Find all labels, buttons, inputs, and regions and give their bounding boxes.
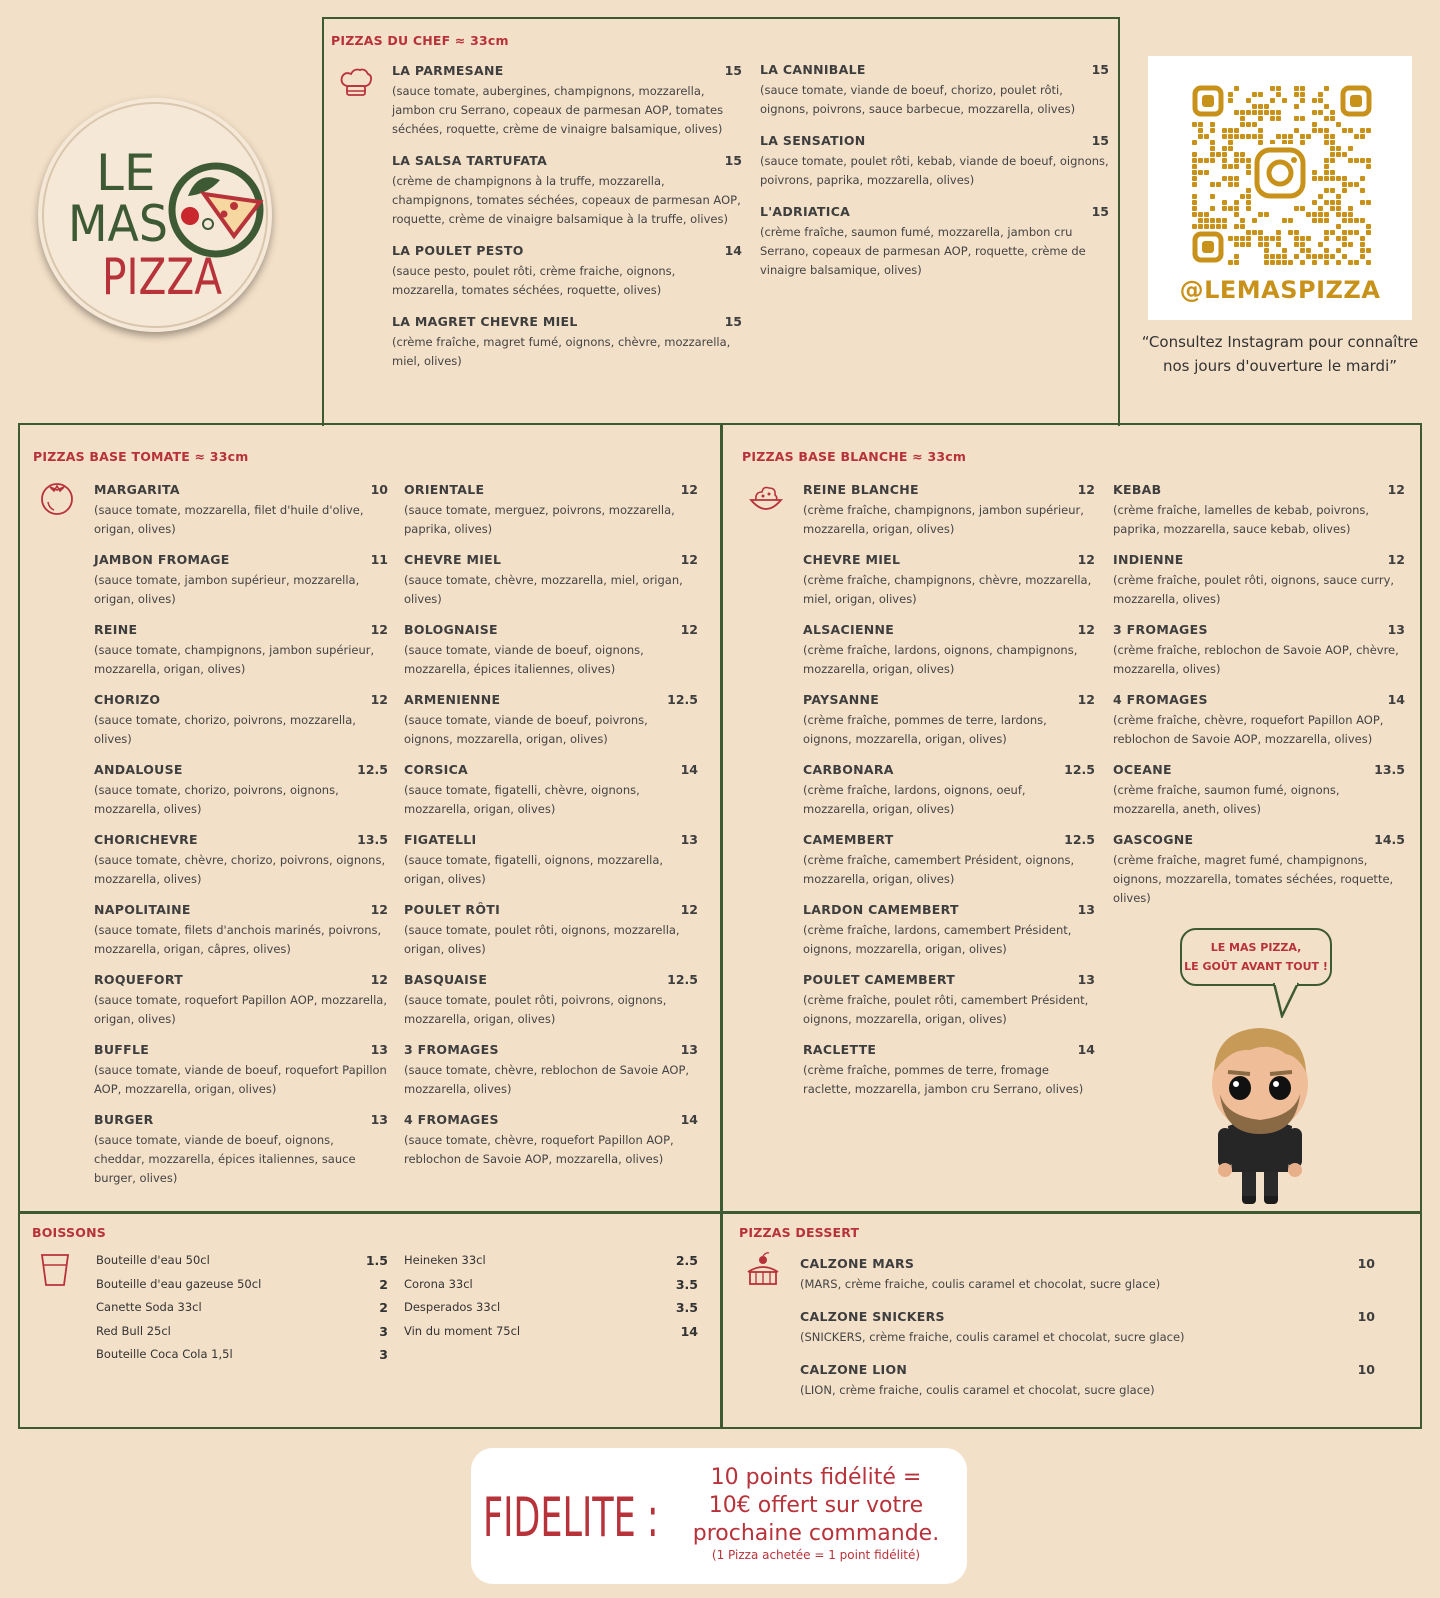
- menu-item: [404, 762, 698, 819]
- item-price: 13: [370, 1112, 388, 1127]
- menu-item: [1113, 692, 1405, 749]
- item-price: 12: [370, 692, 388, 707]
- menu-item: [392, 243, 742, 300]
- item-price: 15: [1091, 133, 1109, 148]
- item-description: (crème fraîche, champignons, jambon supérieur, mozzarella, origan, olives): [803, 503, 1084, 536]
- drink-item: [96, 1249, 388, 1273]
- drink-item: [404, 1296, 698, 1320]
- menu-item: [392, 314, 742, 371]
- drink-price: 14: [680, 1323, 698, 1339]
- menu-item: [94, 762, 388, 819]
- drink-price: 3: [379, 1323, 388, 1339]
- menu-item: [800, 1309, 1375, 1347]
- item-price: 12: [370, 622, 388, 637]
- item-price: 10: [370, 482, 388, 497]
- item-price: 14: [1387, 692, 1405, 707]
- item-price: 14: [680, 762, 698, 777]
- item-name: CARBONARA: [803, 762, 894, 777]
- speech-bubble: [1180, 928, 1332, 986]
- item-price: 12.5: [1064, 832, 1095, 847]
- item-name: LA POULET PESTO: [392, 243, 524, 258]
- drink-price: 3: [379, 1347, 388, 1362]
- item-name: CAMEMBERT: [803, 832, 894, 847]
- item-price: 12: [1077, 552, 1095, 567]
- drink-item: [404, 1273, 698, 1297]
- item-price: 14.5: [1374, 832, 1405, 847]
- item-price: 12: [1077, 482, 1095, 497]
- blanche-col-2: [1113, 482, 1405, 921]
- item-name: 4 FROMAGES: [1113, 692, 1208, 707]
- fidelite-card: [471, 1448, 967, 1584]
- item-description: (crème fraîche, poulet rôti, camembert Président, oignons, mozzarella, origan, olives): [803, 993, 1089, 1026]
- dessert-section-title: PIZZAS DESSERT: [739, 1225, 860, 1240]
- menu-item: [760, 133, 1109, 190]
- fidelite-line-1: 10 points fidélité =: [710, 1465, 922, 1490]
- tomate-col-2: [404, 482, 698, 1182]
- menu-item: [94, 832, 388, 889]
- item-description: (sauce tomate, chèvre, chorizo, poivrons, oignons, mozzarella, olives): [94, 853, 386, 886]
- menu-item: [1113, 482, 1405, 539]
- menu-item: [803, 692, 1095, 749]
- item-description: (sauce tomate, roquefort Papillon AOP, mozzarella, origan, olives): [94, 993, 388, 1026]
- menu-item: [404, 1112, 698, 1169]
- drink-price: 2.5: [675, 1253, 698, 1268]
- item-description: (sauce tomate, jambon supérieur, mozzarella, origan, olives): [94, 573, 360, 606]
- item-description: (sauce tomate, chèvre, mozzarella, miel, origan, olives): [404, 573, 683, 606]
- menu-item: [760, 204, 1109, 280]
- item-name: MARGARITA: [94, 482, 180, 497]
- blanche-col-1: [803, 482, 1095, 1112]
- item-description: (sauce tomate, viande de boeuf, oignons, mozzarella, épices italiennes, olives): [404, 643, 644, 676]
- fidelite-label: FIDELITE :: [483, 1486, 659, 1549]
- chef-section-title: PIZZAS DU CHEF ≈ 33cm: [331, 33, 509, 48]
- item-description: (sauce tomate, mozzarella, filet d'huile d'olive, origan, olives): [94, 503, 364, 536]
- item-description: (MARS, crème fraiche, coulis caramel et chocolat, sucre glace): [800, 1277, 1161, 1291]
- item-description: (sauce tomate, poulet rôti, kebab, viande de boeuf, oignons, poivrons, paprika, mozzarella, olives): [760, 154, 1109, 187]
- item-description: (sauce tomate, chorizo, poivrons, oignons, mozzarella, olives): [94, 783, 339, 816]
- item-name: LA MAGRET CHEVRE MIEL: [392, 314, 578, 329]
- item-name: 4 FROMAGES: [404, 1112, 499, 1127]
- item-name: CHORIZO: [94, 692, 161, 707]
- drink-name: Vin du moment 75cl: [404, 1323, 521, 1338]
- item-name: BUFFLE: [94, 1042, 150, 1057]
- menu-item: [392, 63, 742, 139]
- item-description: (crème fraîche, saumon fumé, mozzarella, jambon cru Serrano, copeaux de parmesan AOP, roquette, crème de vinaigre balsamique, olives): [760, 225, 1086, 277]
- menu-item: [94, 622, 388, 679]
- drink-name: Bouteille d'eau 50cl: [96, 1253, 210, 1267]
- item-price: 11: [370, 552, 388, 567]
- menu-item: [800, 1256, 1375, 1294]
- fidelite-line-3: prochaine commande.: [692, 1521, 940, 1546]
- menu-item: [803, 902, 1095, 959]
- item-description: (crème fraîche, lamelles de kebab, poivrons, paprika, mozzarella, sauce kebab, olives): [1113, 503, 1370, 536]
- fidelite-line-2: 10€ offert sur votre: [708, 1493, 924, 1518]
- item-name: 3 FROMAGES: [404, 1042, 499, 1057]
- item-description: (sauce tomate, viande de boeuf, roquefort Papillon AOP, mozzarella, origan, olives): [94, 1063, 387, 1096]
- item-price: 15: [724, 63, 742, 78]
- item-price: 12.5: [1064, 762, 1095, 777]
- item-description: (sauce tomate, filets d'anchois marinés, poivrons, mozzarella, origan, câpres, olives): [94, 923, 382, 956]
- drink-item: [96, 1273, 388, 1297]
- item-description: (crème fraîche, lardons, oignons, oeuf, mozzarella, origan, olives): [803, 783, 1026, 816]
- item-description: (LION, crème fraiche, coulis caramel et chocolat, sucre glace): [800, 1383, 1155, 1397]
- item-name: FIGATELLI: [404, 832, 477, 847]
- drink-price: 1.5: [365, 1253, 388, 1268]
- item-description: (crème fraîche, pommes de terre, lardons, oignons, mozzarella, origan, olives): [803, 713, 1047, 746]
- item-description: (sauce tomate, viande de boeuf, poivrons, oignons, mozzarella, origan, olives): [404, 713, 648, 746]
- item-price: 13.5: [357, 832, 388, 847]
- menu-item: [803, 482, 1095, 539]
- item-name: CHEVRE MIEL: [404, 552, 502, 567]
- item-price: 13.5: [1374, 762, 1405, 777]
- menu-item: [94, 482, 388, 539]
- drink-name: Heineken 33cl: [404, 1253, 486, 1267]
- item-price: 12: [370, 972, 388, 987]
- menu-item: [803, 622, 1095, 679]
- item-price: 14: [724, 243, 742, 258]
- menu-item: [404, 902, 698, 959]
- drink-item: [96, 1296, 388, 1320]
- item-price: 10: [1357, 1362, 1375, 1377]
- item-name: REINE BLANCHE: [803, 482, 919, 497]
- boissons-col-1: [96, 1249, 388, 1367]
- item-description: (SNICKERS, crème fraiche, coulis caramel et chocolat, sucre glace): [800, 1330, 1185, 1344]
- item-price: 15: [724, 153, 742, 168]
- drink-price: 3.5: [675, 1300, 698, 1315]
- item-price: 10: [1357, 1256, 1375, 1271]
- item-description: (crème fraîche, pommes de terre, fromage raclette, mozzarella, jambon cru Serrano, olives): [803, 1063, 1084, 1096]
- menu-item: [1113, 832, 1405, 908]
- item-description: (sauce pesto, poulet rôti, crème fraiche, oignons, mozzarella, tomates séchées, roquette, olives): [392, 264, 676, 297]
- mascot-figurine-icon: [1190, 1016, 1330, 1208]
- logo-line3: PIZZA: [102, 248, 222, 306]
- item-name: LA CANNIBALE: [760, 62, 866, 77]
- item-name: CORSICA: [404, 762, 469, 777]
- item-price: 15: [1091, 62, 1109, 77]
- item-name: 3 FROMAGES: [1113, 622, 1208, 637]
- item-name: ORIENTALE: [404, 482, 485, 497]
- menu-item: [1113, 762, 1405, 819]
- item-price: 12.5: [667, 972, 698, 987]
- item-description: (sauce tomate, poulet rôti, poivrons, oignons, mozzarella, origan, olives): [404, 993, 667, 1026]
- item-description: (crème fraîche, lardons, camembert Président, oignons, mozzarella, origan, olives): [803, 923, 1072, 956]
- item-description: (crème fraîche, reblochon de Savoie AOP, chèvre, mozzarella, olives): [1113, 643, 1399, 676]
- item-name: POULET RÔTI: [404, 902, 501, 917]
- drink-item: [404, 1249, 698, 1273]
- tomate-col-1: [94, 482, 388, 1201]
- drink-name: Red Bull 25cl: [96, 1323, 171, 1338]
- menu-item: [94, 692, 388, 749]
- item-name: CALZONE SNICKERS: [800, 1309, 945, 1324]
- item-price: 12: [1077, 622, 1095, 637]
- item-name: INDIENNE: [1113, 552, 1184, 567]
- item-name: BURGER: [94, 1112, 154, 1127]
- item-price: 12: [680, 482, 698, 497]
- menu-item: [803, 762, 1095, 819]
- item-name: CALZONE MARS: [800, 1256, 915, 1271]
- drink-item: [96, 1320, 388, 1344]
- drink-name: Bouteille d'eau gazeuse 50cl: [96, 1276, 262, 1291]
- item-name: CHEVRE MIEL: [803, 552, 901, 567]
- menu-item: [760, 62, 1109, 119]
- item-description: (crème fraîche, lardons, oignons, champignons, mozzarella, origan, olives): [803, 643, 1078, 676]
- item-description: (crème fraîche, magret fumé, oignons, chèvre, mozzarella, miel, olives): [392, 335, 731, 368]
- item-price: 13: [1387, 622, 1405, 637]
- logo-graphic: [38, 98, 272, 332]
- bubble-tail-icon: [1272, 982, 1302, 1018]
- item-description: (crème de champignons à la truffe, mozzarella, champignons, tomates séchées, copeaux de parmesan AOP, roquette, crème de vinaigre balsamique à la truffe, olives): [392, 174, 741, 226]
- item-name: LA SENSATION: [760, 133, 866, 148]
- item-price: 14: [1077, 1042, 1095, 1057]
- menu-item: [94, 902, 388, 959]
- menu-item: [404, 552, 698, 609]
- item-description: (sauce tomate, chèvre, reblochon de Savoie AOP, mozzarella, olives): [404, 1063, 690, 1096]
- drink-name: Bouteille Coca Cola 1,5l: [96, 1347, 233, 1361]
- item-name: KEBAB: [1113, 482, 1162, 497]
- drink-item: [404, 1320, 698, 1344]
- menu-item: [1113, 622, 1405, 679]
- instagram-handle[interactable]: @LEMASPIZZA: [1179, 276, 1381, 304]
- tomato-icon: [38, 478, 76, 516]
- chef-hat-icon: [337, 64, 375, 102]
- chef-col-1: [392, 63, 742, 385]
- item-description: (crème fraîche, saumon fumé, oignons, mozzarella, aneth, olives): [1113, 783, 1340, 816]
- item-name: LARDON CAMEMBERT: [803, 902, 959, 917]
- item-price: 15: [1091, 204, 1109, 219]
- bubble-line-1: LE MAS PIZZA,: [1210, 941, 1302, 954]
- item-description: (sauce tomate, viande de boeuf, chorizo, poulet rôti, oignons, poivrons, sauce barbecue, mozzarella, olives): [760, 83, 1076, 116]
- item-price: 12: [1387, 482, 1405, 497]
- drink-price: 2: [379, 1300, 388, 1315]
- item-name: NAPOLITAINE: [94, 902, 191, 917]
- menu-item: [94, 1112, 388, 1188]
- item-price: 12.5: [357, 762, 388, 777]
- item-name: ALSACIENNE: [803, 622, 895, 637]
- menu-item: [404, 1042, 698, 1099]
- menu-item: [803, 1042, 1095, 1099]
- item-price: 13: [370, 1042, 388, 1057]
- item-price: 13: [680, 832, 698, 847]
- drink-price: 2: [379, 1276, 388, 1292]
- item-name: BOLOGNAISE: [404, 622, 498, 637]
- menu-item: [803, 832, 1095, 889]
- menu-item: [404, 692, 698, 749]
- item-name: CALZONE LION: [800, 1362, 908, 1377]
- item-description: (sauce tomate, merguez, poivrons, mozzarella, paprika, olives): [404, 503, 675, 536]
- item-price: 12: [680, 552, 698, 567]
- item-name: ARMENIENNE: [404, 692, 501, 707]
- dessert-col: [800, 1256, 1375, 1415]
- item-price: 12: [1387, 552, 1405, 567]
- menu-item: [404, 972, 698, 1029]
- fidelite-note: (1 Pizza achetée = 1 point fidélité): [711, 1548, 921, 1562]
- menu-item: [800, 1362, 1375, 1400]
- item-name: CHORICHEVRE: [94, 832, 198, 847]
- menu-item: [392, 153, 742, 229]
- item-name: POULET CAMEMBERT: [803, 972, 956, 987]
- item-description: (crème fraîche, poulet rôti, oignons, sauce curry, mozzarella, olives): [1113, 573, 1395, 606]
- item-price: 15: [724, 314, 742, 329]
- item-price: 12: [680, 902, 698, 917]
- item-description: (crème fraîche, champignons, chèvre, mozzarella, miel, origan, olives): [803, 573, 1092, 606]
- item-description: (sauce tomate, figatelli, chèvre, oignons, mozzarella, origan, olives): [404, 783, 640, 816]
- menu-item: [404, 832, 698, 889]
- item-name: LA SALSA TARTUFATA: [392, 153, 548, 168]
- item-description: (sauce tomate, viande de boeuf, oignons, cheddar, mozzarella, épices italiennes, sauce burger, olives): [94, 1133, 356, 1185]
- item-description: (crème fraîche, chèvre, roquefort Papillon AOP, reblochon de Savoie AOP, mozzarella, olives): [1113, 713, 1384, 746]
- menu-item: [94, 552, 388, 609]
- item-name: PAYSANNE: [803, 692, 880, 707]
- bubble-line-2: LE GOÛT AVANT TOUT !: [1184, 960, 1328, 973]
- boissons-section-title: BOISSONS: [32, 1225, 106, 1240]
- cream-bowl-icon: [747, 480, 785, 518]
- item-name: JAMBON FROMAGE: [94, 552, 230, 567]
- item-price: 12.5: [667, 692, 698, 707]
- item-name: GASCOGNE: [1113, 832, 1194, 847]
- item-description: (sauce tomate, champignons, jambon supérieur, mozzarella, origan, olives): [94, 643, 375, 676]
- item-price: 13: [1077, 972, 1095, 987]
- item-name: LA PARMESANE: [392, 63, 504, 78]
- drink-price: 3.5: [675, 1276, 698, 1292]
- item-price: 12: [680, 622, 698, 637]
- item-price: 14: [680, 1112, 698, 1127]
- instagram-icon: [1251, 144, 1309, 202]
- drink-name: Desperados 33cl: [404, 1300, 501, 1314]
- item-price: 12: [1077, 692, 1095, 707]
- item-name: OCEANE: [1113, 762, 1172, 777]
- boissons-col-2: [404, 1249, 698, 1343]
- item-name: ANDALOUSE: [94, 762, 183, 777]
- blanche-section-title: PIZZAS BASE BLANCHE ≈ 33cm: [742, 449, 967, 464]
- chef-col-2: [760, 62, 1109, 294]
- instagram-note: “Consultez Instagram pour connaître nos jours d'ouverture le mardi”: [1141, 333, 1419, 375]
- item-name: RACLETTE: [803, 1042, 877, 1057]
- menu-item: [404, 622, 698, 679]
- item-name: ROQUEFORT: [94, 972, 184, 987]
- menu-item: [1113, 552, 1405, 609]
- menu-item: [803, 552, 1095, 609]
- pizza-slice-icon: [172, 166, 260, 254]
- drink-name: Canette Soda 33cl: [96, 1300, 202, 1314]
- item-price: 13: [680, 1042, 698, 1057]
- item-description: (sauce tomate, poulet rôti, oignons, mozzarella, origan, olives): [404, 923, 680, 956]
- item-description: (sauce tomate, figatelli, oignons, mozzarella, origan, olives): [404, 853, 664, 886]
- item-price: 10: [1357, 1309, 1375, 1324]
- item-description: (sauce tomate, chorizo, poivrons, mozzarella, olives): [94, 713, 356, 746]
- glass-icon: [36, 1251, 74, 1289]
- menu-item: [94, 972, 388, 1029]
- tomate-section-title: PIZZAS BASE TOMATE ≈ 33cm: [33, 449, 249, 464]
- menu-item: [404, 482, 698, 539]
- menu-item: [803, 972, 1095, 1029]
- item-name: REINE: [94, 622, 138, 637]
- menu-item: [94, 1042, 388, 1099]
- item-price: 12: [370, 902, 388, 917]
- item-price: 13: [1077, 902, 1095, 917]
- item-description: (crème fraîche, magret fumé, champignons, oignons, mozzarella, tomates séchées, roquette, olives): [1113, 853, 1394, 905]
- item-description: (sauce tomate, aubergines, champignons, mozzarella, jambon cru Serrano, copeaux de parmesan AOP, tomates séchées, roquette, crème de vinaigre balsamique, olives): [392, 84, 724, 136]
- item-name: BASQUAISE: [404, 972, 488, 987]
- restaurant-logo: [38, 98, 272, 332]
- item-description: (crème fraîche, camembert Président, oignons, mozzarella, origan, olives): [803, 853, 1075, 886]
- logo-line2: MAS: [68, 195, 168, 253]
- item-name: L'ADRIATICA: [760, 204, 851, 219]
- instagram-qr-card[interactable]: [1148, 56, 1412, 320]
- drink-name: Corona 33cl: [404, 1276, 473, 1291]
- drink-item: [96, 1343, 388, 1367]
- item-description: (sauce tomate, chèvre, roquefort Papillon AOP, reblochon de Savoie AOP, mozzarella, olives): [404, 1133, 674, 1166]
- dessert-icon: [744, 1250, 782, 1288]
- logo-line1: LE: [96, 144, 156, 202]
